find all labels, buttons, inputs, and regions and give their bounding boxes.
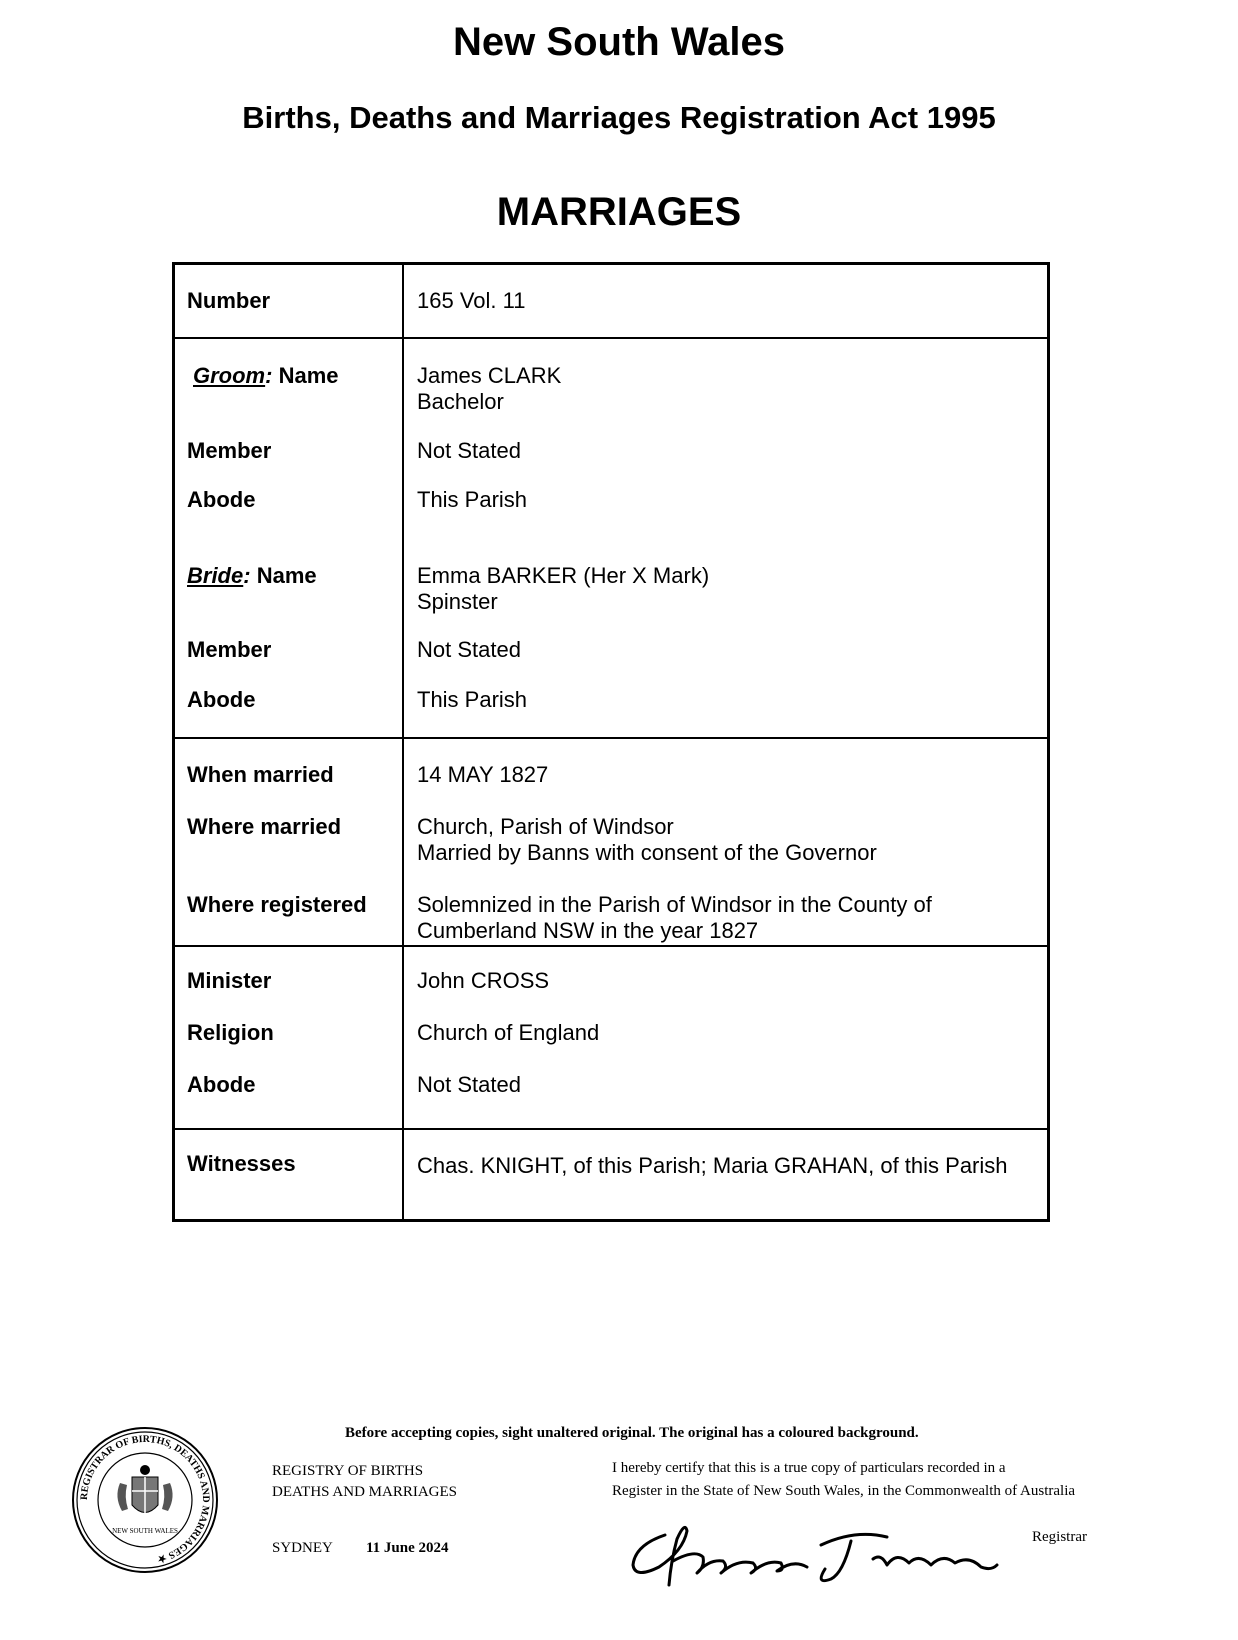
where-registered-line1: Solemnized in the Parish of Windsor in the County of [417,892,932,917]
bride-name-label: Bride: Name [187,563,317,588]
groom-abode-label: Abode [187,487,256,512]
groom-status: Bachelor [417,389,504,414]
bride-name: Emma BARKER (Her X Mark) [417,563,710,588]
number-label: Number [187,288,271,313]
where-married-line2: Married by Banns with consent of the Governor [417,840,877,865]
where-registered-label: Where registered [187,892,367,917]
bride-status: Spinster [417,589,498,614]
groom-heading: Groom [193,363,266,388]
state-heading: New South Wales [453,20,785,64]
when-married: 14 MAY 1827 [417,762,549,787]
row-divider [175,1128,1047,1130]
groom-name-label-text: Name [278,363,339,388]
groom-member: Not Stated [417,438,521,463]
minister-abode-label: Abode [187,1072,256,1097]
groom-name-label: Groom: Name [193,363,339,388]
registry-seal-icon [70,1425,220,1575]
when-married-label: When married [187,762,334,787]
certificate-date: 11 June 2024 [366,1540,449,1556]
groom-name: James CLARK [417,363,562,388]
document-title: MARRIAGES [496,190,742,234]
witnesses-value: Chas. KNIGHT, of this Parish; Maria GRAHAN, of this Parish [417,1153,1008,1178]
bride-heading: Bride [187,563,244,588]
certification-line1: I hereby certify that this is a true copy of particulars recorded in a [612,1460,1006,1476]
groom-member-label: Member [187,438,272,463]
registry-line1: REGISTRY OF BIRTHS [272,1463,424,1479]
where-married-line1: Church, Parish of Windsor [417,814,674,839]
city-label: SYDNEY [272,1540,333,1556]
act-heading: Births, Deaths and Marriages Registration Act 1995 [242,100,996,135]
bride-abode: This Parish [417,687,528,712]
row-divider [175,945,1047,947]
religion-label: Religion [187,1020,274,1045]
religion-value: Church of England [417,1020,600,1045]
witnesses-label: Witnesses [187,1151,296,1176]
bride-abode-label: Abode [187,687,256,712]
bride-name-label-text: Name [256,563,317,588]
column-divider [402,265,404,1219]
registrar-signature [625,1515,1000,1590]
where-married-label: Where married [187,814,342,839]
registrar-label: Registrar [1032,1529,1087,1545]
svg-text:NEW SOUTH WALES: NEW SOUTH WALES [112,1527,178,1535]
groom-abode: This Parish [417,487,528,512]
authenticity-notice: Before accepting copies, sight unaltered original. The original has a coloured background. [345,1425,919,1441]
minister-abode: Not Stated [417,1072,521,1097]
row-divider [175,337,1047,339]
bride-member-label: Member [187,637,272,662]
where-registered-line2: Cumberland NSW in the year 1827 [417,918,759,943]
svg-text:REGISTRAR OF BIRTHS, DEATHS AN: REGISTRAR OF BIRTHS, DEATHS AND MARRIAGES ★ [78,1433,212,1565]
bride-member: Not Stated [417,637,521,662]
number-value: 165 Vol. 11 [417,288,526,313]
marriage-record-table [172,262,1050,1222]
row-divider [175,737,1047,739]
minister-label: Minister [187,968,272,993]
minister-name: John CROSS [417,968,550,993]
certification-line2: Register in the State of New South Wales, in the Commonwealth of Australia [612,1483,1076,1499]
registry-line2: DEATHS AND MARRIAGES [272,1484,458,1500]
